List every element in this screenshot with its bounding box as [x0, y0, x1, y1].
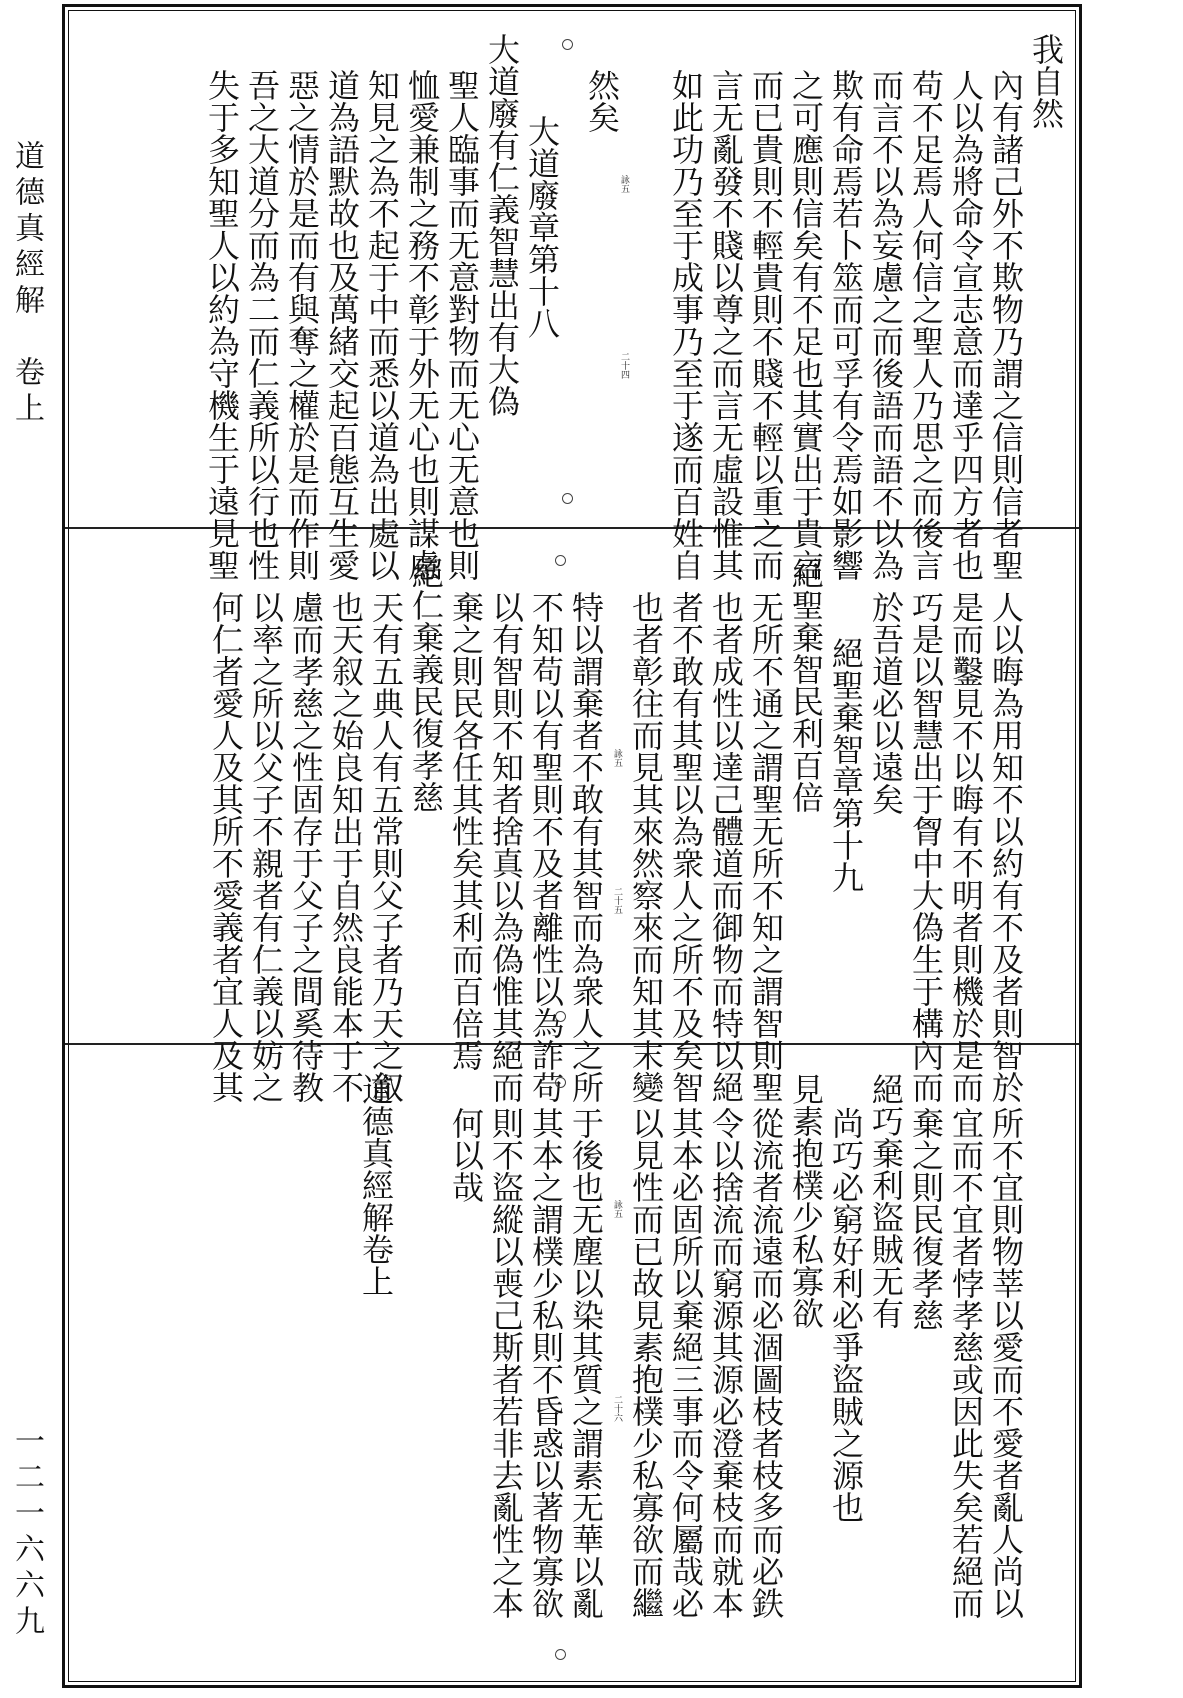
- text-column: 以有智則不知者捨真以為偽惟其絕而: [487, 591, 525, 1103]
- text-column: 其本必固所以棄絕三事而令何屬哉必: [667, 1107, 705, 1619]
- margin-note: 二十四: [619, 352, 629, 379]
- text-column: 如此功乃至于成事乃至于遂而百姓自: [667, 69, 705, 581]
- text-column: 慮而孝慈之性固存于父子之間奚待教: [287, 591, 325, 1103]
- text-column: 欺有命焉若卜筮而可孚有令焉如影響: [827, 69, 865, 581]
- margin-note: 二十六: [612, 1395, 622, 1422]
- margin-note: 詠五: [619, 175, 629, 193]
- text-column: 特以謂棄者不敢有其智而為衆人之所: [567, 591, 605, 1103]
- text-column: 其本之謂樸少私則不昏惑以著物寡欲: [527, 1107, 565, 1619]
- text-column: 无所不通之謂聖无所不知之謂智則聖: [747, 591, 785, 1103]
- text-column: 以率之所以父子不親者有仁義以妨之: [247, 591, 285, 1103]
- text-column: 內有諸己外不欺物乃謂之信則信者聖: [987, 69, 1025, 581]
- page-frame: [62, 4, 1082, 1688]
- text-column: 是而鑿見不以晦有不明者則機於是而: [947, 591, 985, 1103]
- text-column: 我自然: [1027, 33, 1065, 129]
- text-column: 而言不以為妄慮之而後語而語不以為: [867, 69, 905, 581]
- collation-dot: [562, 493, 573, 504]
- side-page-number: 一二一六六九: [9, 1425, 44, 1641]
- text-column: 言无亂發不賤以尊之而言无虛設惟其: [707, 69, 745, 581]
- margin-note: 二十五: [612, 887, 622, 914]
- text-column: 也者彰往而見其來然察來而知其末變: [627, 591, 665, 1103]
- margin-note: 詠五: [612, 749, 622, 767]
- collation-dot: [555, 1077, 566, 1088]
- text-column: 絕仁棄義民復孝慈: [407, 557, 445, 813]
- text-column: 不知苟以有聖則不及者離性以為詐苟: [527, 591, 565, 1103]
- side-title: 道德真經解 卷上: [9, 140, 44, 428]
- text-column: 所不宜則物莘以愛而不愛者亂人尚以: [987, 1107, 1025, 1619]
- collation-dot: [555, 1649, 566, 1660]
- text-column: 恤愛兼制之務不彰于外无心也則謀慮: [403, 69, 441, 581]
- text-column: 棄之則民各任其性矣其利而百倍焉: [447, 591, 485, 1071]
- text-column: 巧是以智慧出于胷中大偽生于構內而: [907, 591, 945, 1103]
- text-column: 苟不足焉人何信之聖人乃思之而後言: [907, 69, 945, 581]
- text-column: 也天叙之始良知出于自然良能本于不: [327, 591, 365, 1103]
- collation-dot: [555, 555, 566, 566]
- text-column: 大道廢有仁義智慧出有大偽: [483, 33, 521, 417]
- text-column: 失于多知聖人以約為守機生于遠見聖: [203, 69, 241, 581]
- text-column: 從流者流遠而必涸圖枝者枝多而必鉄: [747, 1107, 785, 1619]
- text-column: 人以晦為用知不以約有不及者則智於: [987, 591, 1025, 1103]
- text-column: 聖人臨事而无意對物而无心无意也則: [443, 69, 481, 581]
- text-column: 則不盜縱以喪己斯者若非去亂性之本: [487, 1107, 525, 1619]
- text-column: 道為語默故也及萬緒交起百態互生愛: [323, 69, 361, 581]
- text-column: 者不敢有其聖以為衆人之所不及矣智: [667, 591, 705, 1103]
- text-column: 絕巧棄利盜賊无有: [867, 1073, 905, 1329]
- text-column: 知見之為不起于中而悉以道為出處以: [363, 69, 401, 581]
- text-column: 人以為將命令宣志意而達乎四方者也: [947, 69, 985, 581]
- text-column: 惡之情於是而有與奪之權於是而作則: [283, 69, 321, 581]
- text-column: 也者成性以達己體道而御物而特以絕: [707, 591, 745, 1103]
- margin-note: 詠五: [612, 1200, 622, 1218]
- volume-end-title: 道德真經解卷上: [357, 1073, 395, 1297]
- text-column: 絕聖棄智民利百倍: [787, 557, 825, 813]
- panel-middle: [65, 529, 1079, 1103]
- chapter-heading: 絕聖棄智章第十九: [827, 637, 865, 893]
- chapter-heading: 大道廢章第十八: [523, 115, 561, 339]
- text-column: 之可應則信矣有不足也其實出于貴言: [787, 69, 825, 581]
- collation-dot: [562, 39, 573, 50]
- text-column: 吾之大道分而為二而仁義所以行也性: [243, 69, 281, 581]
- text-column: 見素抱樸少私寡欲: [787, 1073, 825, 1329]
- text-column: 而已貴則不輕貴則不賤不輕以重之而: [747, 69, 785, 581]
- text-column: 宜而不宜者悖孝慈或因此失矣若絕而: [947, 1107, 985, 1619]
- text-column: 于後也无塵以染其質之謂素无華以亂: [567, 1107, 605, 1619]
- panel-top: [65, 7, 1079, 581]
- text-column: 然矣: [583, 69, 621, 133]
- text-column: 於吾道必以遠矣: [867, 591, 905, 815]
- text-column: 何仁者愛人及其所不愛義者宜人及其: [207, 591, 245, 1103]
- text-column: 棄之則民復孝慈: [907, 1107, 945, 1331]
- text-column: 何以哉: [447, 1107, 485, 1203]
- text-column: 以見性而已故見素抱樸少私寡欲而繼: [627, 1107, 665, 1619]
- text-column: 天有五典人有五常則父子者乃天之叙: [367, 591, 405, 1103]
- panel-bottom: [65, 1045, 1079, 1685]
- text-column: 尚巧必窮好利必爭盜賊之源也: [827, 1107, 865, 1523]
- text-column: 令以捨流而窮源其源必澄棄枝而就本: [707, 1107, 745, 1619]
